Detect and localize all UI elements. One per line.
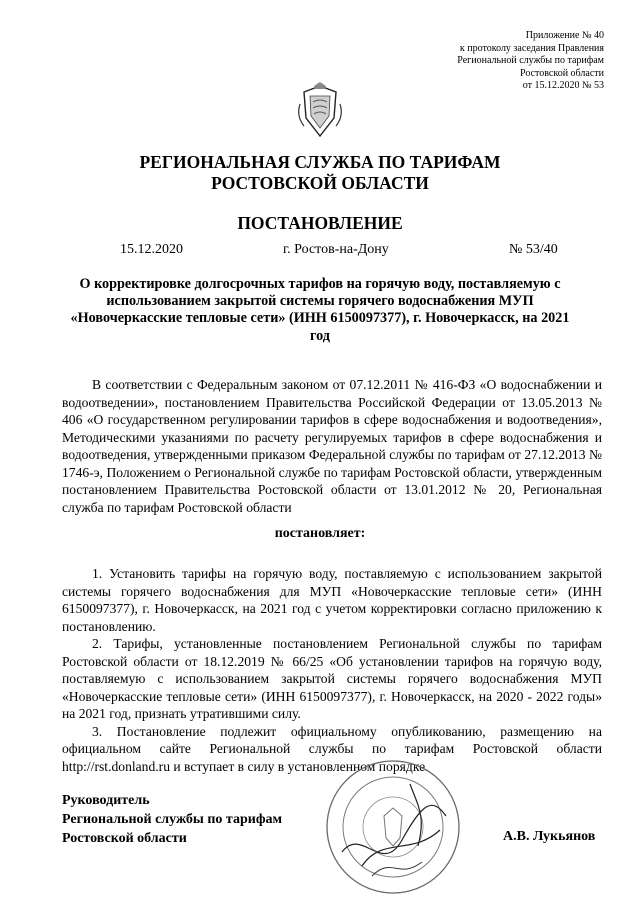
coat-of-arms-icon (296, 82, 344, 142)
signatory-line: Региональной службы по тарифам (62, 812, 283, 827)
signatory-line: Ростовской области (62, 831, 187, 846)
signatory-name: А.В. Лукьянов (503, 829, 596, 844)
appendix-line: от 15.12.2020 № 53 (522, 80, 604, 92)
org-line: РЕГИОНАЛЬНАЯ СЛУЖБА ПО ТАРИФАМ (139, 152, 501, 172)
official-stamp-icon (322, 756, 464, 898)
preamble-paragraph: В соответствии с Федеральным законом от 07.12.2011 № 416-ФЗ «О водоснабжении и водоотведении», постановлением Правительства Российской Федерации от 13.05.2013 № 406 «О государственном регулировании тарифов в сфере водоснабжения и водоотведения», Методическими указаниями по расчету регулируемых тарифов в сфере водоснабжения и водоотведения, утвержденными приказом Федеральной службы по тарифам от 27.12.2013 № 1746-э, Положением о Региональной службе по тарифам Ростовской области, утвержденным постановлением Правительства Ростовской области от 13.01.2012 № 20, Региональная служба по тарифам Ростовской области (62, 377, 602, 515)
appendix-line: Ростовской области (520, 67, 604, 79)
appendix-line: к протоколу заседания Правления (459, 42, 604, 54)
resolution-item: 3. Постановление подлежит официальному опубликованию, размещению на официальном сайте Региональной службы по тарифам Ростовской области http://rst.donland.ru и вступает в силу в установленном порядке. (62, 723, 602, 774)
decree-word: постановляет: (274, 526, 366, 541)
appendix-line: Региональной службы по тарифам (457, 55, 604, 67)
document-place: г. Ростов-на-Дону (283, 242, 389, 257)
signatory-title (62, 791, 282, 848)
document-type: ПОСТАНОВЛЕНИЕ (237, 213, 403, 233)
organization-title (0, 152, 640, 194)
appendix-line: Приложение № 40 (525, 30, 604, 41)
document-number: № 53/40 (509, 242, 558, 257)
resolution-item: 2. Тарифы, установленные постановлением Региональной службы по тарифам Ростовской области от 18.12.2019 № 66/25 «Об установлении тарифов на горячую воду, поставляемую с использованием закрытой системы горячего водоснабжения МУП «Новочеркасские тепловые сети» (ИНН 6150097377), г. Новочеркасск, на 2020 - 2022 годы» на 2021 год, признать утратившими силу. (62, 636, 602, 721)
signatory-line: Руководитель (62, 793, 150, 808)
org-line: РОСТОВСКОЙ ОБЛАСТИ (211, 173, 429, 193)
document-date: 15.12.2020 (120, 242, 183, 257)
appendix-note (457, 30, 604, 93)
document-subject: О корректировке долгосрочных тарифов на горячую воду, поставляемую с использованием закрытой системы горячего водоснабжения МУП «Новочеркасские тепловые сети» (ИНН 6150097377), г. Новочеркасск, на 2021 год (70, 276, 570, 344)
resolution-items (62, 565, 602, 775)
resolution-item: 1. Установить тарифы на горячую воду, поставляемую с использованием закрытой системы горячего водоснабжения для МУП «Новочеркасские тепловые сети» (ИНН 6150097377), г. Новочеркасск, на 2021 год с учетом корректировки согласно приложению к постановлению. (62, 566, 602, 634)
